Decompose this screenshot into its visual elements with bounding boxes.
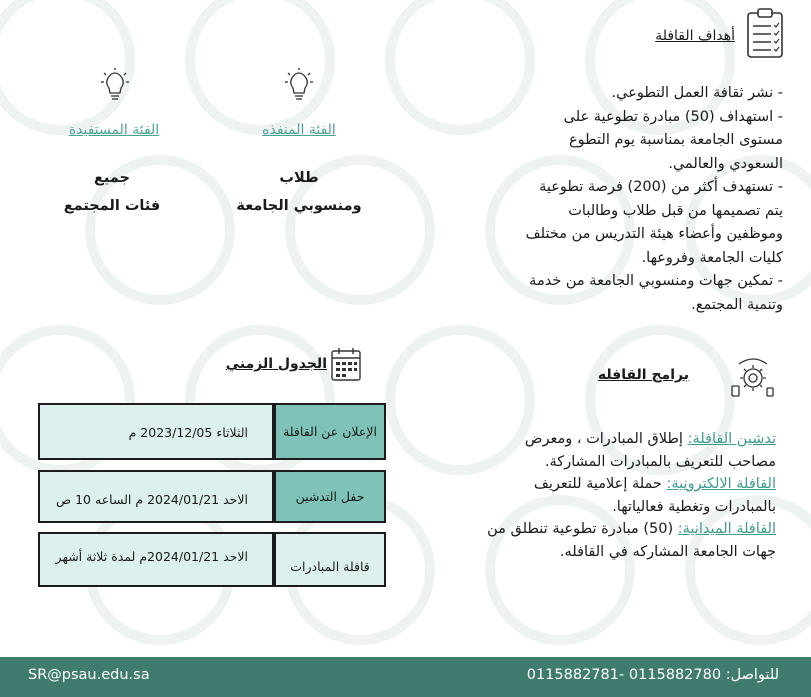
calendar-icon (330, 346, 362, 386)
schedule-row-label: الإعلان عن القافلة (274, 403, 386, 460)
goals-list (517, 82, 783, 317)
program-text: إطلاق المبادرات ، ومعرض مصاحب للتعريف بالمبادرات المشاركة. (524, 431, 776, 470)
schedule-title: الجدول الزمني (225, 356, 327, 372)
program-label: القافلة الالكترونية: (666, 476, 776, 492)
goal-item: - تستهدف أكثر من (200) فرصة تطوعية يتم تصميمها من قبل طلاب وطالبات وموظفين وأعضاء هيئة التدريس من مختلف كليات الجامعة وفروعها. (525, 179, 783, 266)
goal-item: - نشر ثقافة العمل التطوعي. (611, 85, 783, 101)
clipboard-icon (745, 6, 785, 64)
programs-title: برامج القافله (597, 367, 689, 383)
lightbulb-icon (282, 68, 316, 108)
lightbulb-icon (98, 68, 132, 108)
gear-settings-icon (731, 352, 775, 404)
footer-contact: للتواصل: 0115882780 -0115882781 (526, 667, 779, 683)
beneficiary-category-value (37, 164, 187, 220)
category-value-line: فئات المجتمع (63, 198, 161, 214)
goals-title: أهداف القافلة (655, 28, 735, 44)
category-value-line: جميع (94, 170, 130, 186)
program-label: القافلة الميدانية: (677, 521, 776, 537)
schedule-row-value: الثلاثاء 2023/12/05 م (38, 403, 274, 460)
footer-email[interactable]: SR@psau.edu.sa (28, 667, 150, 683)
schedule-row-value: الاحد 2024/01/21م لمدة ثلاثة أشهر (38, 532, 274, 587)
category-value-line: طلاب (279, 170, 319, 186)
category-value-line: ومنسوبي الجامعة (236, 198, 362, 214)
program-text: (50) مبادرة تطوعية تنطلق من جهات الجامعة المشاركه في القافله. (487, 521, 776, 560)
footer-bar (0, 657, 811, 697)
executing-category-value (224, 164, 374, 220)
schedule-row-label: حفل التدشين (274, 470, 386, 523)
beneficiary-category-title: الفئة المستفيدة (68, 122, 160, 138)
program-text: حملة إعلامية للتعريف بالمبادرات وتغطية فعالياتها. (533, 476, 776, 515)
goal-item: - تمكين جهات ومنسوبي الجامعة من خدمة وتنمية المجتمع. (529, 273, 783, 313)
schedule-row-value: الاحد 2024/01/21 م الساعه 10 ص (38, 470, 274, 523)
program-item (486, 473, 776, 518)
program-item (486, 428, 776, 473)
executing-category-title: الفئة المنفذه (262, 122, 336, 138)
schedule-row-label: قافلة المبادرات (274, 532, 386, 587)
program-label: تدشين القافلة: (687, 431, 776, 447)
program-item (486, 518, 776, 563)
goal-item: - استهداف (50) مبادرة تطوعية على مستوى الجامعة بمناسبة يوم التطوع السعودي والعالمي. (563, 108, 783, 172)
programs-list (486, 428, 776, 563)
